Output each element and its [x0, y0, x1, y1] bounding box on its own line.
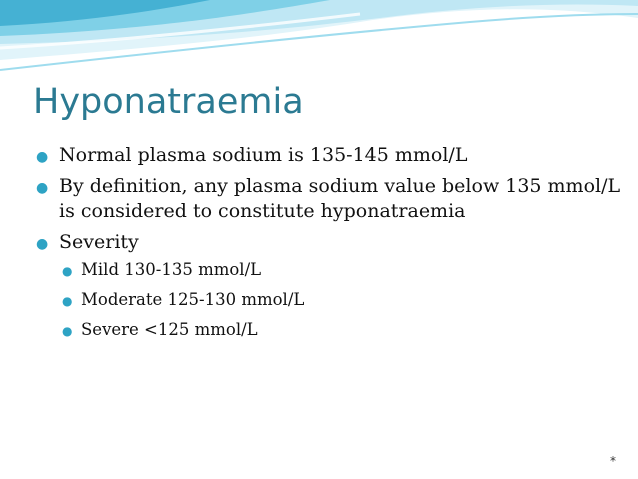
- sub-bullet-text: Moderate 125-130 mmol/L: [81, 290, 305, 309]
- sub-bullet-text: Severe <125 mmol/L: [81, 320, 258, 339]
- bullet-text: Severity: [59, 231, 139, 253]
- bullet-icon: ●: [36, 149, 49, 165]
- header-wave-decoration: [0, 0, 638, 80]
- bullet-icon: ●: [36, 180, 49, 196]
- bullet-icon: ●: [36, 236, 49, 252]
- sub-bullet-item: [59, 319, 626, 341]
- sub-bullet-icon: ●: [62, 264, 73, 278]
- footer-mark: *: [610, 454, 616, 468]
- bullet-text: By definition, any plasma sodium value below 135 mmol/L is considered to constitute hyponatraemia: [59, 175, 621, 222]
- sub-bullet-text: Mild 130-135 mmol/L: [81, 260, 262, 279]
- sub-bullet-item: [59, 259, 626, 281]
- bullet-list: [36, 143, 626, 349]
- bullet-item: [36, 143, 626, 168]
- sub-bullet-icon: ●: [62, 324, 73, 338]
- severity-sub-list: [59, 259, 626, 341]
- bullet-item: [36, 174, 626, 224]
- sub-bullet-item: [59, 289, 626, 311]
- sub-bullet-icon: ●: [62, 294, 73, 308]
- bullet-text: Normal plasma sodium is 135-145 mmol/L: [59, 144, 468, 166]
- bullet-item-severity: [36, 230, 626, 341]
- slide-title: Hyponatraemia: [33, 82, 304, 122]
